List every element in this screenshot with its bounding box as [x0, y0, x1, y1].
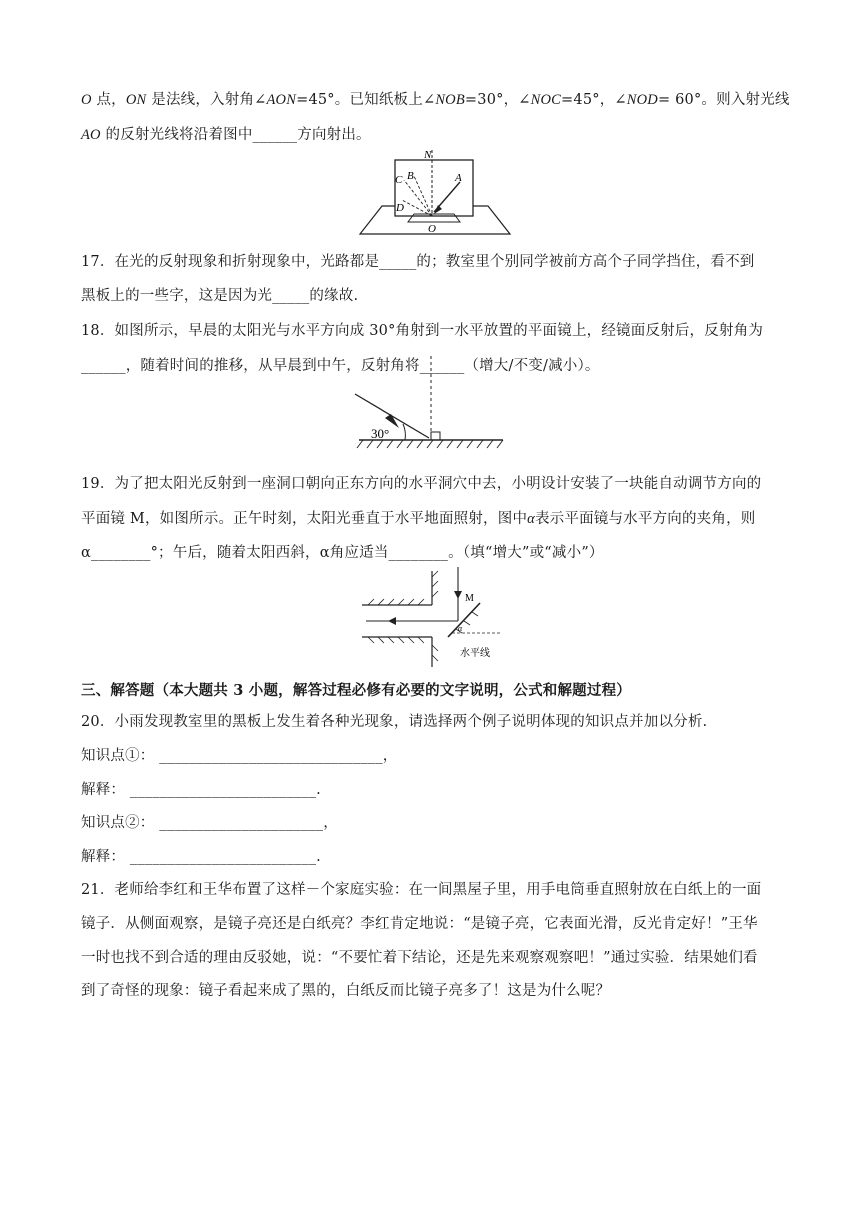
q19-horizontal-label: 水平线 — [460, 648, 490, 659]
q16-line-1 — [81, 90, 790, 110]
q16-normal-on: ON — [125, 92, 147, 108]
q16-reflection-board-figure — [360, 148, 510, 238]
q19-line-1: 19．为了把太阳光反射到一座洞口朝向正东方向的水平洞穴中去，小明设计安装了一块能自动调节方向的 — [81, 476, 762, 492]
q19-cave-mirror-figure — [362, 567, 510, 667]
q18-mirror-figure — [355, 356, 505, 452]
q17-line-1: 17．在光的反射现象和折射现象中，光路都是_____的；教室里个别同学被前方高个子同学挡住，看不到 — [81, 254, 755, 270]
q17-line-2: 黑板上的一些字，这是因为光_____的缘故. — [81, 288, 359, 304]
q19-alpha-label: α — [458, 624, 463, 633]
q16-angle-noc: NOC — [530, 92, 562, 108]
q19-line-2 — [81, 509, 755, 529]
q16-text: = 60°。则入射光线 — [657, 92, 790, 108]
q20-explain-1: 解释： _________________________. — [81, 782, 321, 798]
fig-label-c: C — [395, 174, 403, 186]
q18-line-1: 18．如图所示，早晨的太阳光与水平方向成 30°角射到一水平放置的平面镜上，经镜面反射后，反射角为 — [81, 323, 764, 339]
fig-label-b: B — [407, 170, 414, 182]
q16-text: 是法线，入射角∠ — [146, 92, 267, 108]
fig-label-o: O — [428, 223, 436, 235]
fig-label-d: D — [396, 202, 404, 214]
q16-text: =30°，∠ — [464, 92, 531, 108]
q16-text: 的反射光线将沿着图中______方向射出。 — [100, 127, 371, 143]
fig-label-n: N — [424, 149, 432, 161]
q21-line-2: 镜子．从侧面观察，是镜子亮还是白纸亮？李红肯定地说：“是镜子亮，它表面光滑，反光肯定好！”王华 — [81, 916, 758, 932]
q18-angle-label: 30° — [371, 426, 390, 441]
section-3-heading: 三、解答题（本大题共 3 小题，解答过程必修有必要的文字说明，公式和解题过程） — [81, 682, 631, 699]
q16-text: =45°，∠ — [561, 92, 627, 108]
q19-text: 表示平面镜与水平方向的夹角，则 — [534, 511, 756, 527]
fig-label-a: A — [455, 172, 462, 184]
q19-mirror-label: M — [465, 593, 474, 604]
q21-line-4: 到了奇怪的现象：镜子看起来成了黑的，白纸反而比镜子亮多了！这是为什么呢？ — [81, 983, 611, 999]
q16-text: 点， — [91, 92, 126, 108]
q16-text: =45°。已知纸板上∠ — [296, 92, 436, 108]
q16-line-2 — [81, 125, 371, 145]
q20-knowledge-1: 知识点①： ______________________________， — [81, 748, 398, 764]
q19-alpha: α — [527, 511, 535, 527]
q20-explain-2: 解释： _________________________. — [81, 849, 321, 865]
q16-point-o: O — [81, 92, 92, 108]
q21-line-1: 21．老师给李红和王华布置了这样－个家庭实验：在一间黑屋子里，用手电筒垂直照射放在白纸上的一面 — [81, 882, 762, 898]
q19-line-3: α________°；午后，随着太阳西斜，α角应适当________。（填“增大”或“减小”） — [81, 545, 604, 561]
q16-angle-aon: AON — [266, 92, 297, 108]
q16-angle-nod: NOD — [626, 92, 658, 108]
q16-angle-nob: NOB — [435, 92, 465, 108]
q21-line-3: 一时也找不到合适的理由反驳她，说：“不要忙着下结论，还是先来观察观察吧！”通过实验．结果她们看 — [81, 950, 758, 966]
q16-ray-ao: AO — [81, 127, 101, 143]
q19-text: 平面镜 M，如图所示。正午时刻，太阳光垂直于水平地面照射，图中 — [81, 511, 528, 527]
q20-knowledge-2: 知识点②： ______________________， — [81, 815, 338, 831]
q18-line-2: ______，随着时间的推移，从早晨到中午，反射角将______（增大/不变/减小）。 — [81, 358, 600, 374]
q20-line-1: 20．小雨发现教室里的黑板上发生着各种光现象，请选择两个例子说明体现的知识点并加以分析. — [81, 714, 708, 730]
